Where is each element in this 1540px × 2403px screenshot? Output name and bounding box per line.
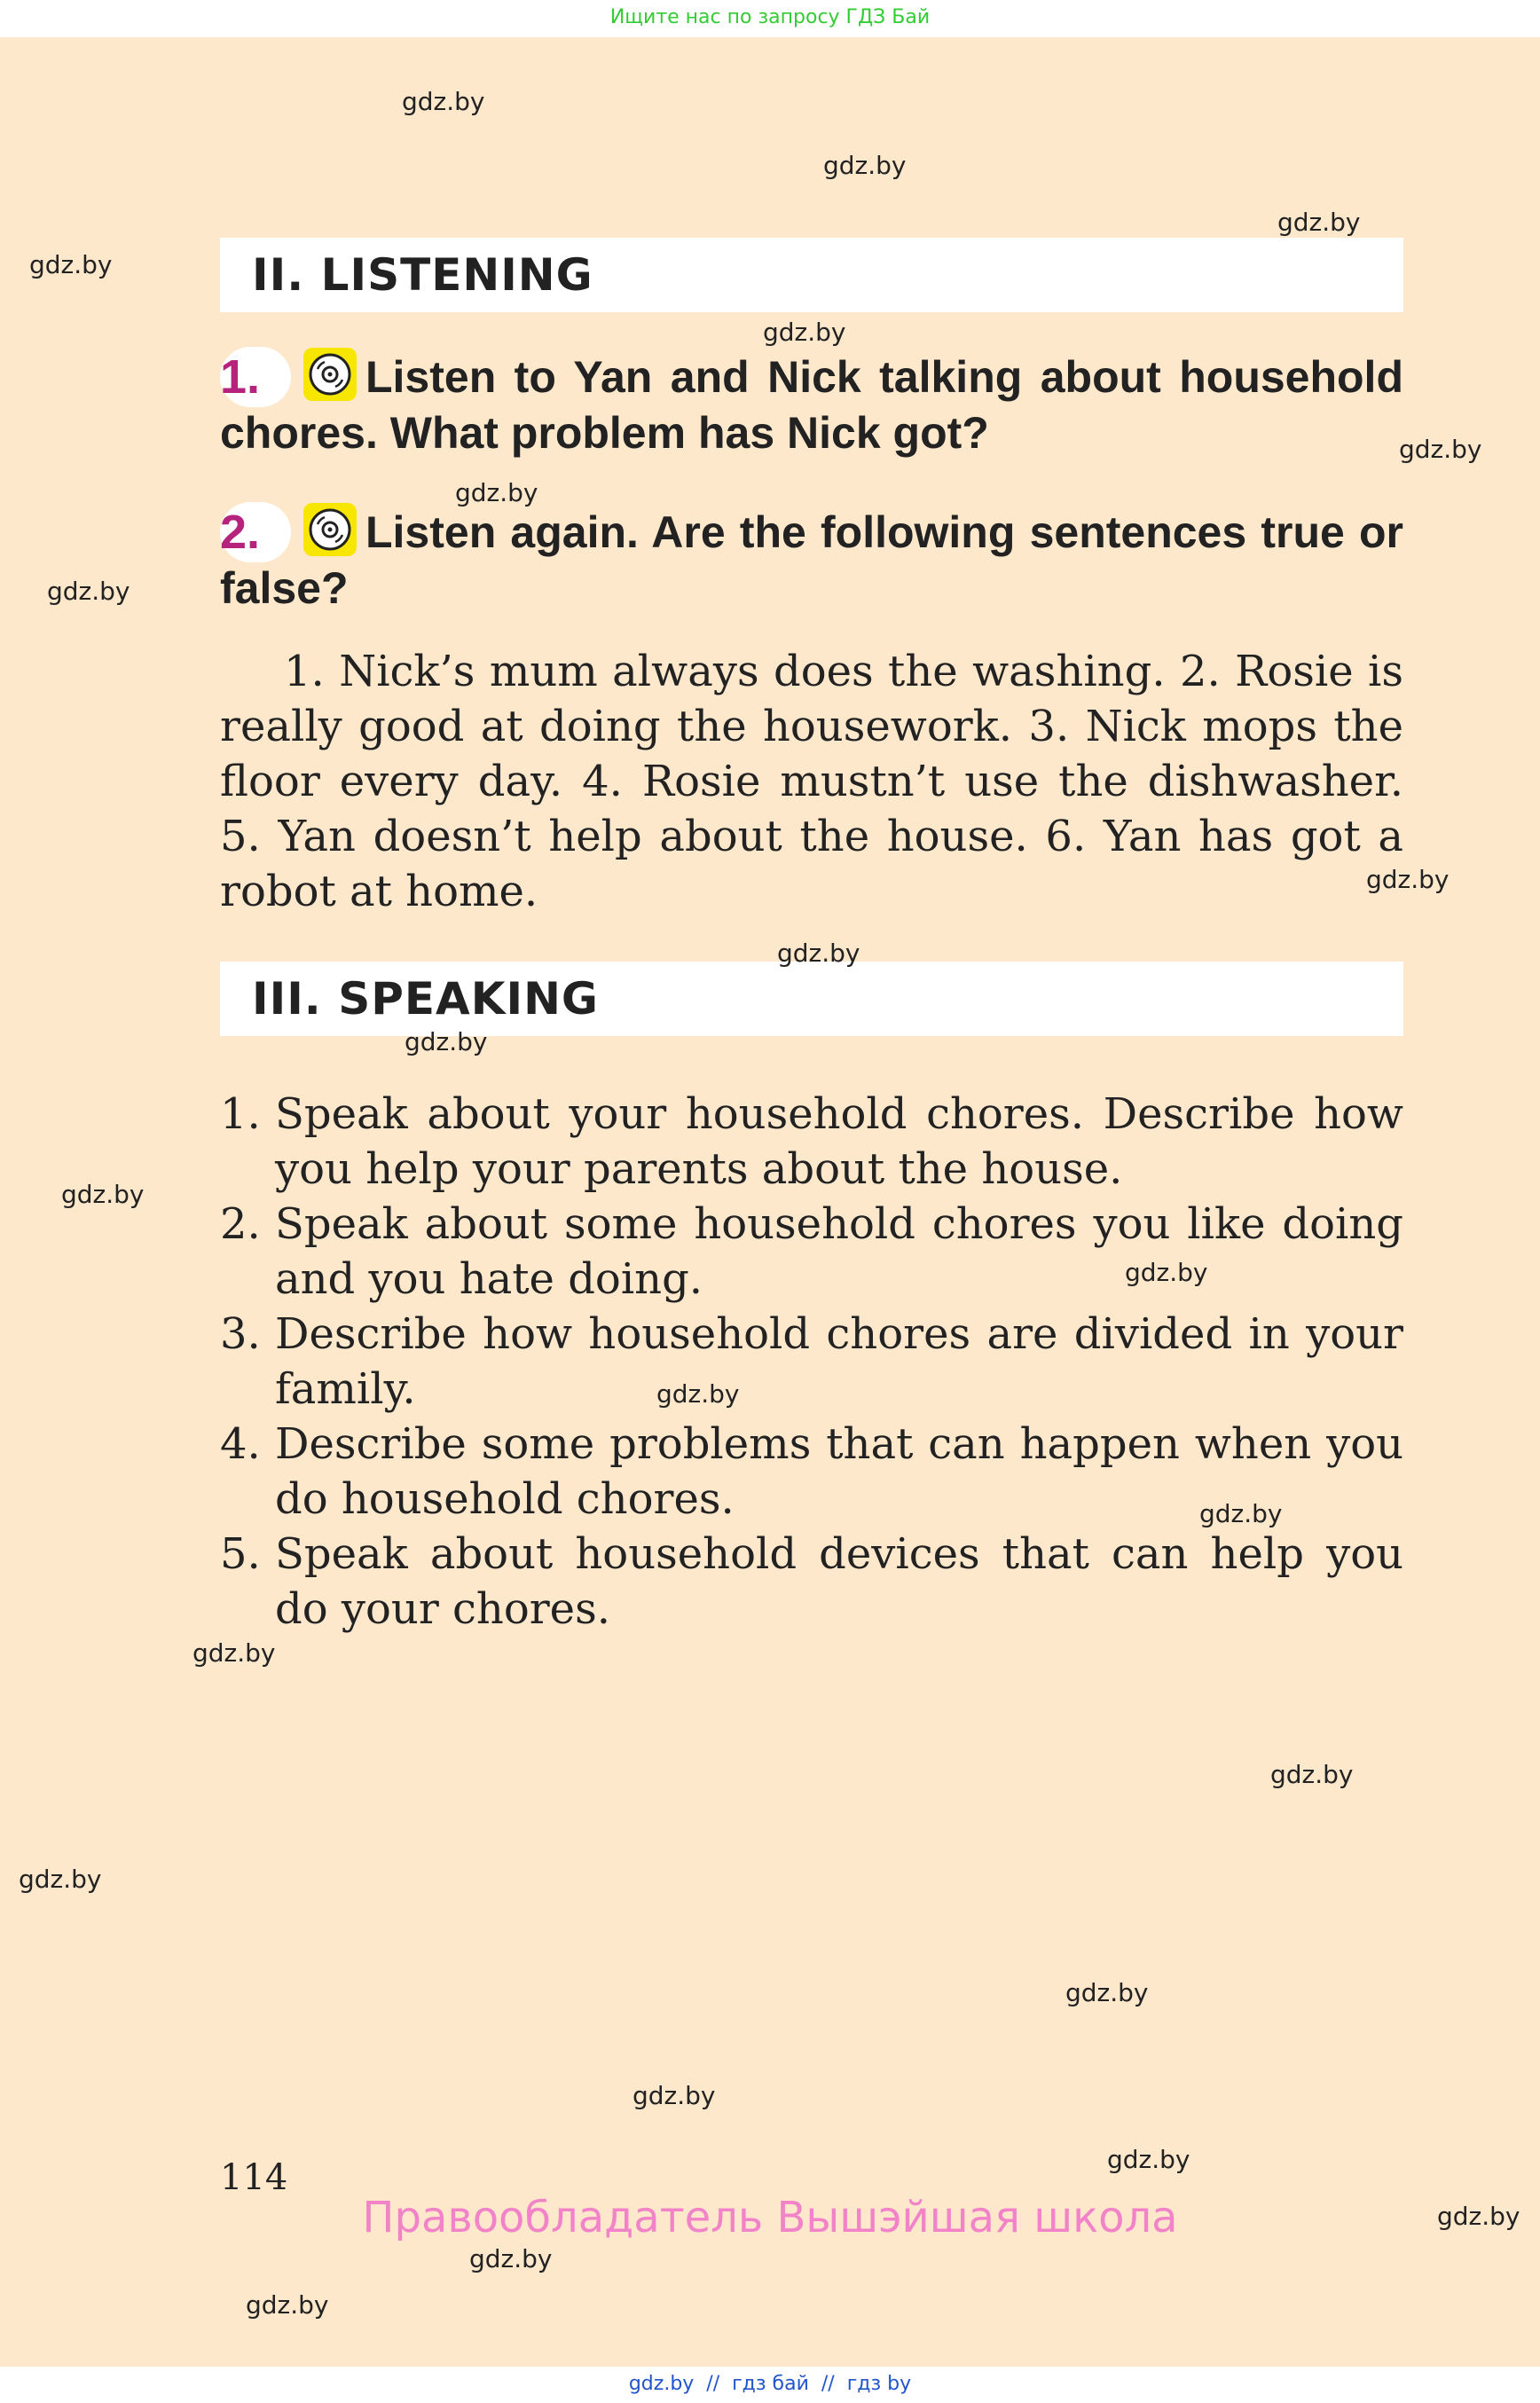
watermark: gdz.by: [1399, 435, 1482, 464]
speaking-section-title: III. SPEAKING: [252, 973, 599, 1025]
bottom-footer-links[interactable]: gdz.by // гдз бай // гдз by: [0, 2367, 1540, 2403]
watermark: gdz.by: [29, 250, 113, 279]
listening-section-header: [220, 238, 1403, 312]
speaking-task-list: [220, 1087, 1403, 1637]
list-item-text: Speak about some household chores you like doing and you hate doing.: [275, 1199, 1403, 1304]
listening-task-1: [220, 351, 1403, 459]
watermark: gdz.by: [777, 938, 860, 968]
list-item-text: Describe how household chores are divided in your family.: [275, 1309, 1403, 1414]
audio-disc-icon[interactable]: [303, 348, 357, 401]
watermark: gdz.by: [656, 1379, 740, 1409]
watermark: gdz.by: [47, 577, 130, 606]
list-item-number: 1.: [220, 1089, 261, 1139]
list-item-text: Describe some problems that can happen when you do household chores.: [275, 1419, 1403, 1524]
watermark: gdz.by: [1437, 2202, 1520, 2231]
watermark: gdz.by: [632, 2081, 716, 2110]
watermark: gdz.by: [61, 1180, 145, 1209]
watermark: gdz.by: [1065, 1978, 1149, 2007]
true-false-statements: 1. Nick’s mum always does the washing. 2. Rosie is really good at doing the housework. 3. Nick mops the floor every day. 4. Rosie mustn’t use the dishwasher. 5. Yan doesn’t help about the house. 6. Yan has got a robot at home.: [220, 647, 1403, 916]
list-item-number: 2.: [220, 1199, 261, 1249]
task-2-text: Listen again. Are the following sentences true or false?: [220, 507, 1403, 613]
watermark: gdz.by: [1125, 1258, 1208, 1287]
watermark: gdz.by: [469, 2244, 553, 2273]
watermark: gdz.by: [763, 318, 846, 347]
list-item-number: 3.: [220, 1309, 261, 1359]
watermark: gdz.by: [192, 1638, 276, 1668]
list-item: [220, 1197, 1403, 1307]
page-number: 114: [220, 2157, 288, 2198]
watermark: gdz.by: [1270, 1760, 1354, 1789]
watermark: gdz.by: [823, 151, 907, 180]
list-item-number: 5.: [220, 1529, 261, 1579]
audio-disc-icon[interactable]: [303, 503, 357, 556]
watermark: gdz.by: [1199, 1499, 1283, 1528]
list-item: [220, 1527, 1403, 1637]
list-item-text: Speak about your household chores. Describe how you help your parents about the house.: [275, 1089, 1403, 1194]
task-1-text: Listen to Yan and Nick talking about household chores. What problem has Nick got?: [220, 352, 1403, 458]
watermark: gdz.by: [1107, 2145, 1190, 2174]
list-item: [220, 1087, 1403, 1197]
watermark: gdz.by: [19, 1865, 102, 1894]
task-number-1: 1.: [220, 347, 291, 407]
list-item-number: 4.: [220, 1419, 261, 1469]
speaking-section-header: [220, 962, 1403, 1036]
watermark: gdz.by: [246, 2290, 329, 2320]
watermark: gdz.by: [455, 478, 538, 507]
copyright-notice: Правообладатель Вышэйшая школа: [362, 2193, 1178, 2242]
list-item: [220, 1307, 1403, 1417]
watermark: gdz.by: [1366, 865, 1450, 894]
listening-section-title: II. LISTENING: [252, 249, 593, 301]
list-item-text: Speak about household devices that can help you do your chores.: [275, 1529, 1403, 1634]
watermark: gdz.by: [1277, 208, 1361, 237]
watermark: gdz.by: [402, 87, 485, 116]
top-banner[interactable]: Ищите нас по запросу ГДЗ Бай: [0, 0, 1540, 37]
watermark: gdz.by: [405, 1027, 488, 1056]
listening-task-2: [220, 507, 1403, 614]
task-number-2: 2.: [220, 502, 291, 562]
